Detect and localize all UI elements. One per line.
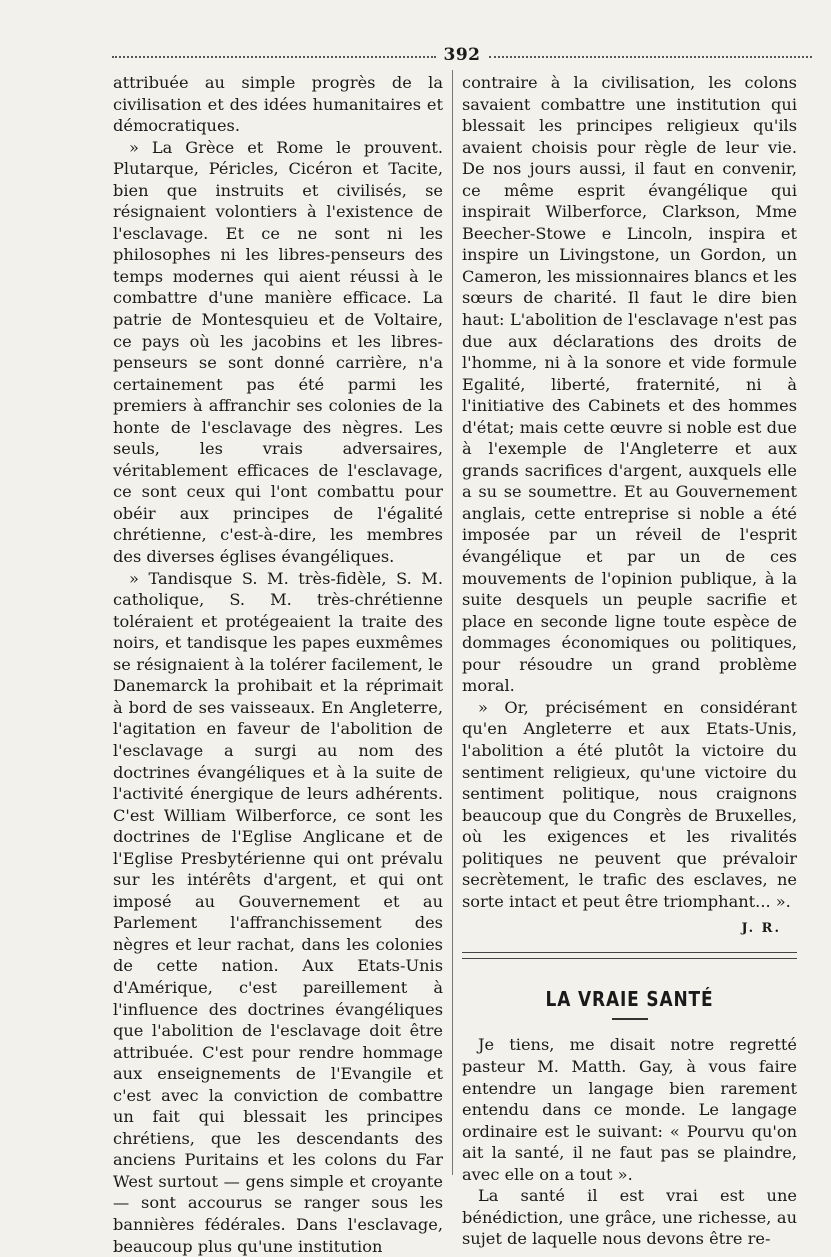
- paragraph: La santé il est vrai est une bénédiction, une grâce, une richesse, au sujet de laquelle nous devons être re-: [462, 1186, 797, 1249]
- paragraph: attribuée au simple progrès de la civilisation et des idées humanitaires et démocratiques.: [113, 73, 443, 136]
- paragraph: » Tandisque S. M. très-fidèle, S. M. catholique, S. M. très-chrétienne toléraient et protégeaient la traite des noirs, et tandisque les papes euxmêmes se résignaient à la tolérer facilement, le Danemarck la prohibait et la réprimait à bord de ses vaisseaux. En Angleterre, l'agitation en faveur de l'abolition de l'esclavage a surgi au nom des doctrines évangéliques et à la suite de l'activité énergique de leurs adhérents. C'est William Wilberforce, ce sont les doctrines de l'Eglise Anglicane et de l'Eglise Presbytérienne qui ont prévalu sur les intérêts d'argent, et qui ont imposé au Gouvernement et au Parlement l'affranchissement des nègres et leur rachat, dans les colonies de cette nation. Aux Etats-Unis d'Amérique, c'est pareillement à l'influence des doctrines évangéliques que l'abolition de l'esclavage doit être attribuée. C'est pour rendre hommage aux enseignements de l'Evangile et c'est avec la conviction de combattre un fait qui blessait les principes chrétiens, que les descendants des anciens Puritains et les colons du Far West surtout — gens simple et croyante — sont accourus se ranger sous les bannières fédérales. Dans l'esclavage, beaucoup plus qu'une institution: [113, 568, 443, 1256]
- paragraph: Je tiens, me disait notre regretté pasteur M. Matth. Gay, à vous faire entendre un langage bien rarement entendu dans ce monde. Le langage ordinaire est le suivant: « Pourvu qu'on ait la santé, il ne faut pas se plaindre, avec elle on a tout ».: [462, 1035, 797, 1184]
- title-ornament: [612, 1018, 648, 1020]
- page-header: [112, 40, 812, 70]
- section-title: LA VRAIE SANTÉ: [545, 986, 714, 1011]
- column-divider: [452, 70, 453, 1175]
- header-rule-left: [112, 56, 436, 58]
- paragraph: » La Grèce et Rome le prouvent. Plutarque, Péricles, Cicéron et Tacite, bien que instruits et civilisés, se résignaient volontiers à l'existence de l'esclavage. Et ce ne sont ni les philosophes ni les libres-penseurs des temps modernes qui aient réussi à le combattre d'une manière efficace. La patrie de Montesquieu et de Voltaire, ce pays où les jacobins et les libres-penseurs se sont donné carrière, n'a certainement pas été parmi les premiers à affranchir ses colonies de la honte de l'esclavage des nègres. Les seuls, les vrais adversaires, véritablement efficaces de l'esclavage, ce sont ceux qui l'ont combattu pour obéir aux principes de l'égalité chrétienne, c'est-à-dire, les membres des diverses églises évangéliques.: [113, 137, 443, 567]
- page-number: 392: [443, 45, 481, 65]
- paragraph: contraire à la civilisation, les colons savaient combattre une institution qui blessait les principes religieux qu'ils avaient choisis pour règle de leur vie. De nos jours aussi, il faut en convenir, ce même esprit évangélique qui inspirait Wilberforce, Clarkson, Mme Beecher-Stowe e Lincoln, inspira et inspire un Livingstone, un Gordon, un Cameron, les missionnaires blancs et les sœurs de charité. Il faut le dire bien haut: L'abolition de l'esclavage n'est pas due aux déclarations des droits de l'homme, ni à la sonore et vide formule Egalité, liberté, fraternité, ni à l'initiative des Cabinets et des hommes d'état; mais cette œuvre si noble est due à l'exemple de l'Angleterre et aux grands sacrifices d'argent, auxquels elle a su se soumettre. Et au Gouvernement anglais, cette entreprise si noble a été imposée par un réveil de l'esprit évangélique et par un de ces mouvements de l'opinion publique, à la suite desquels un peuple sacrifie et place en seconde ligne toute espèce de dommages économiques ou politiques, pour résoudre un grand problème moral.: [462, 73, 797, 696]
- signature: J. R.: [741, 921, 781, 937]
- right-column: [462, 72, 797, 1250]
- section-separator: [462, 952, 797, 959]
- paragraph: » Or, précisément en considérant qu'en Angleterre et aux Etats-Unis, l'abolition a été plutôt la victoire du sentiment religieux, qu'une victoire du sentiment politique, nous craignons beaucoup que du Congrès de Bruxelles, où les exigences et les rivalités politiques ne peuvent que prévaloir secrètement, le trafic des esclaves, ne sorte intact et peut être triomphant... ».: [462, 697, 797, 911]
- left-column: [113, 72, 443, 1257]
- header-rule-right: [489, 56, 813, 58]
